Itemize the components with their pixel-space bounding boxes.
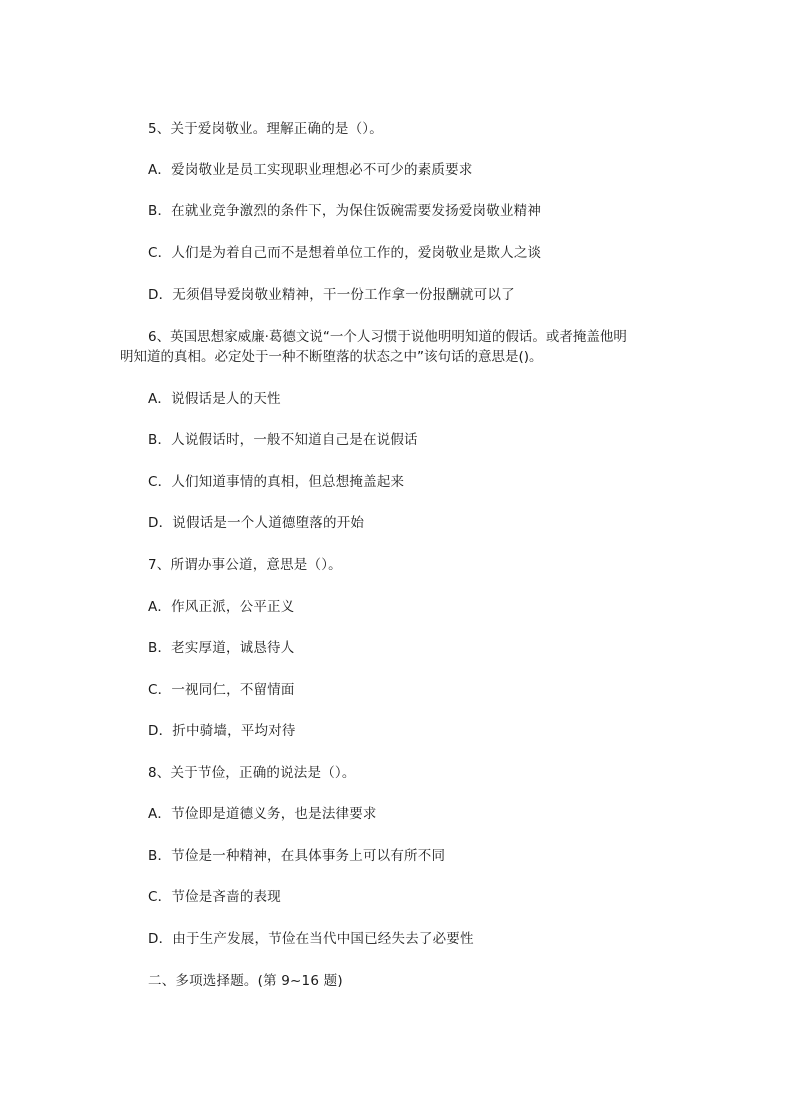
question-7-option-b: B．老实厚道，诚恳待人 bbox=[148, 640, 295, 656]
question-7-option-c: C．一视同仁，不留情面 bbox=[148, 682, 295, 698]
question-6-stem-line1: 6、英国思想家威廉·葛德文说“一个人习惯于说他明明知道的假话。或者掩盖他明 bbox=[148, 329, 627, 345]
question-5-option-c: C．人们是为着自己而不是想着单位工作的，爱岗敬业是欺人之谈 bbox=[148, 245, 542, 261]
question-8-option-c: C．节俭是吝啬的表现 bbox=[148, 889, 281, 905]
question-5-option-a: A．爱岗敬业是员工实现职业理想必不可少的素质要求 bbox=[148, 162, 473, 178]
question-6-option-d: D．说假话是一个人道德堕落的开始 bbox=[148, 515, 365, 531]
question-7-option-a: A．作风正派，公平正义 bbox=[148, 599, 295, 615]
section-heading: 二、多项选择题。(第 9~16 题) bbox=[148, 973, 343, 989]
question-7-option-d: D．折中骑墙，平均对待 bbox=[148, 723, 296, 739]
question-5-option-b: B．在就业竞争激烈的条件下，为保住饭碗需要发扬爱岗敬业精神 bbox=[148, 203, 542, 219]
question-8-option-d: D．由于生产发展，节俭在当代中国已经失去了必要性 bbox=[148, 931, 474, 947]
question-6-option-c: C．人们知道事情的真相，但总想掩盖起来 bbox=[148, 474, 405, 490]
question-6-option-a: A．说假话是人的天性 bbox=[148, 391, 281, 407]
question-6-stem-line2: 明知道的真相。必定处于一种不断堕落的状态之中”该句话的意思是()。 bbox=[120, 349, 543, 365]
question-5-stem: 5、关于爱岗敬业。理解正确的是（）。 bbox=[148, 121, 383, 137]
question-6-option-b: B．人说假话时，一般不知道自己是在说假话 bbox=[148, 432, 418, 448]
question-5-option-d: D．无须倡导爱岗敬业精神，干一份工作拿一份报酬就可以了 bbox=[148, 287, 515, 303]
question-8-option-b: B．节俭是一种精神，在具体事务上可以有所不同 bbox=[148, 848, 446, 864]
question-7-stem: 7、所谓办事公道，意思是（）。 bbox=[148, 557, 342, 573]
question-8-option-a: A．节俭即是道德义务，也是法律要求 bbox=[148, 806, 377, 822]
question-8-stem: 8、关于节俭，正确的说法是（）。 bbox=[148, 765, 356, 781]
